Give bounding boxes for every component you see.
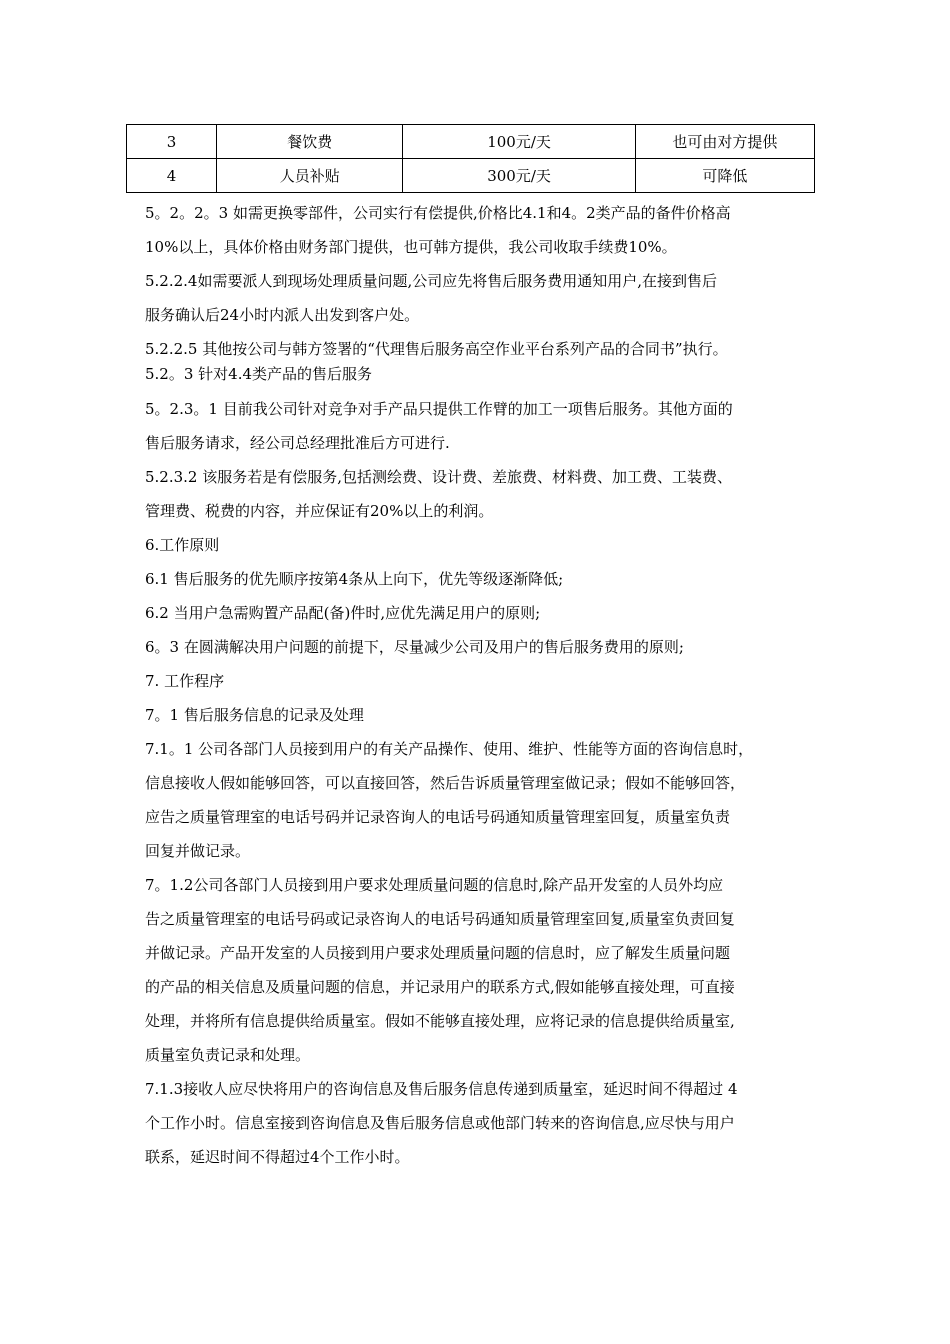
table-row [127,159,815,193]
table-cell-item: 餐饮费 [217,125,403,159]
fee-table [126,124,815,193]
text-line: 5。2.3。1 目前我公司针对竞争对手产品只提供工作臂的加工一项售后服务。其他方面的 [145,400,733,418]
table-cell-item: 人员补贴 [217,159,403,193]
text-line: 的产品的相关信息及质量问题的信息，并记录用户的联系方式,假如能够直接处理，可直接 [145,978,735,996]
text-line: 5.2.2.4如需要派人到现场处理质量问题,公司应先将售后服务费用通知用户,在接到售后 [145,272,718,290]
table-cell-note: 可降低 [635,159,814,193]
text-line: 6.工作原则 [145,536,220,554]
text-line: 应告之质量管理室的电话号码并记录咨询人的电话号码通知质量管理室回复，质量室负责 [145,808,731,826]
paragraph-6-3 [145,630,815,664]
text-line: 联系，延迟时间不得超过4个工作小时。 [145,1148,410,1166]
paragraph-5-2-2-4 [145,264,815,332]
text-line: 质量室负责记录和处理。 [145,1046,311,1064]
paragraph-6-2 [145,596,815,630]
text-line: 售后服务请求，经公司总经理批准后方可进行. [145,434,450,452]
paragraph-6-1 [145,562,815,596]
text-line: 信息接收人假如能够回答，可以直接回答，然后告诉质量管理室做记录；假如不能够回答， [145,774,746,792]
paragraph-7-1-3 [145,1072,815,1174]
text-line: 6.1 售后服务的优先顺序按第4条从上向下，优先等级逐渐降低; [145,570,564,588]
text-line: 5.2。3 针对4.4类产品的售后服务 [145,365,373,383]
text-line: 服务确认后24小时内派人出发到客户处。 [145,306,420,324]
text-line: 7。1.2公司各部门人员接到用户要求处理质量问题的信息时,除产品开发室的人员外均应 [145,876,724,894]
text-line: 告之质量管理室的电话号码或记录咨询人的电话号码通知质量管理室回复,质量室负责回复 [145,910,735,928]
text-line: 6。3 在圆满解决用户问题的前提下，尽量减少公司及用户的售后服务费用的原则; [145,638,684,656]
text-line: 个工作小时。信息室接到咨询信息及售后服务信息或他部门转来的咨询信息,应尽快与用户 [145,1114,735,1132]
table-cell-price: 300元/天 [403,159,635,193]
heading-6 [145,528,815,562]
table-cell-no: 3 [127,125,217,159]
text-line: 7. 工作程序 [145,672,225,690]
text-line: 7.1。1 公司各部门人员接到用户的有关产品操作、使用、维护、性能等方面的咨询信息时， [145,740,754,758]
paragraph-7-1-1 [145,732,815,868]
heading-7 [145,664,815,698]
table-cell-price: 100元/天 [403,125,635,159]
text-line: 10%以上，具体价格由财务部门提供，也可韩方提供，我公司收取手续费10%。 [145,238,677,256]
body-text [145,196,815,1174]
text-line: 并做记录。产品开发室的人员接到用户要求处理质量问题的信息时，应了解发生质量问题 [145,944,731,962]
text-line: 5。2。2。3 如需更换零部件，公司实行有偿提供,价格比4.1和4。2类产品的备件价格高 [145,204,731,222]
paragraph-7-1-2 [145,868,815,1072]
paragraph-5-2-3-1 [145,392,815,460]
text-line: 6.2 当用户急需购置产品配(备)件时,应优先满足用户的原则; [145,604,541,622]
text-line: 管理费、税费的内容，并应保证有20%以上的利润。 [145,502,494,520]
table-row [127,125,815,159]
text-line: 处理，并将所有信息提供给质量室。假如不能够直接处理，应将记录的信息提供给质量室, [145,1012,735,1030]
text-line: 7.1.3接收人应尽快将用户的咨询信息及售后服务信息传递到质量室，延迟时间不得超过 4 [145,1080,738,1098]
table-cell-note: 也可由对方提供 [635,125,814,159]
text-line: 5.2.2.5 其他按公司与韩方签署的“代理售后服务高空作业平台系列产品的合同书”执行。 [145,340,728,358]
table-cell-no: 4 [127,159,217,193]
paragraph-5-2-2-5 [145,332,815,366]
text-line: 5.2.3.2 该服务若是有偿服务,包括测绘费、设计费、差旅费、材料费、加工费、工装费、 [145,468,733,486]
text-line: 7。1 售后服务信息的记录及处理 [145,706,364,724]
text-line: 回复并做记录。 [145,842,251,860]
paragraph-5-2-2-3 [145,196,815,264]
heading-7-1 [145,698,815,732]
paragraph-5-2-3-2 [145,460,815,528]
